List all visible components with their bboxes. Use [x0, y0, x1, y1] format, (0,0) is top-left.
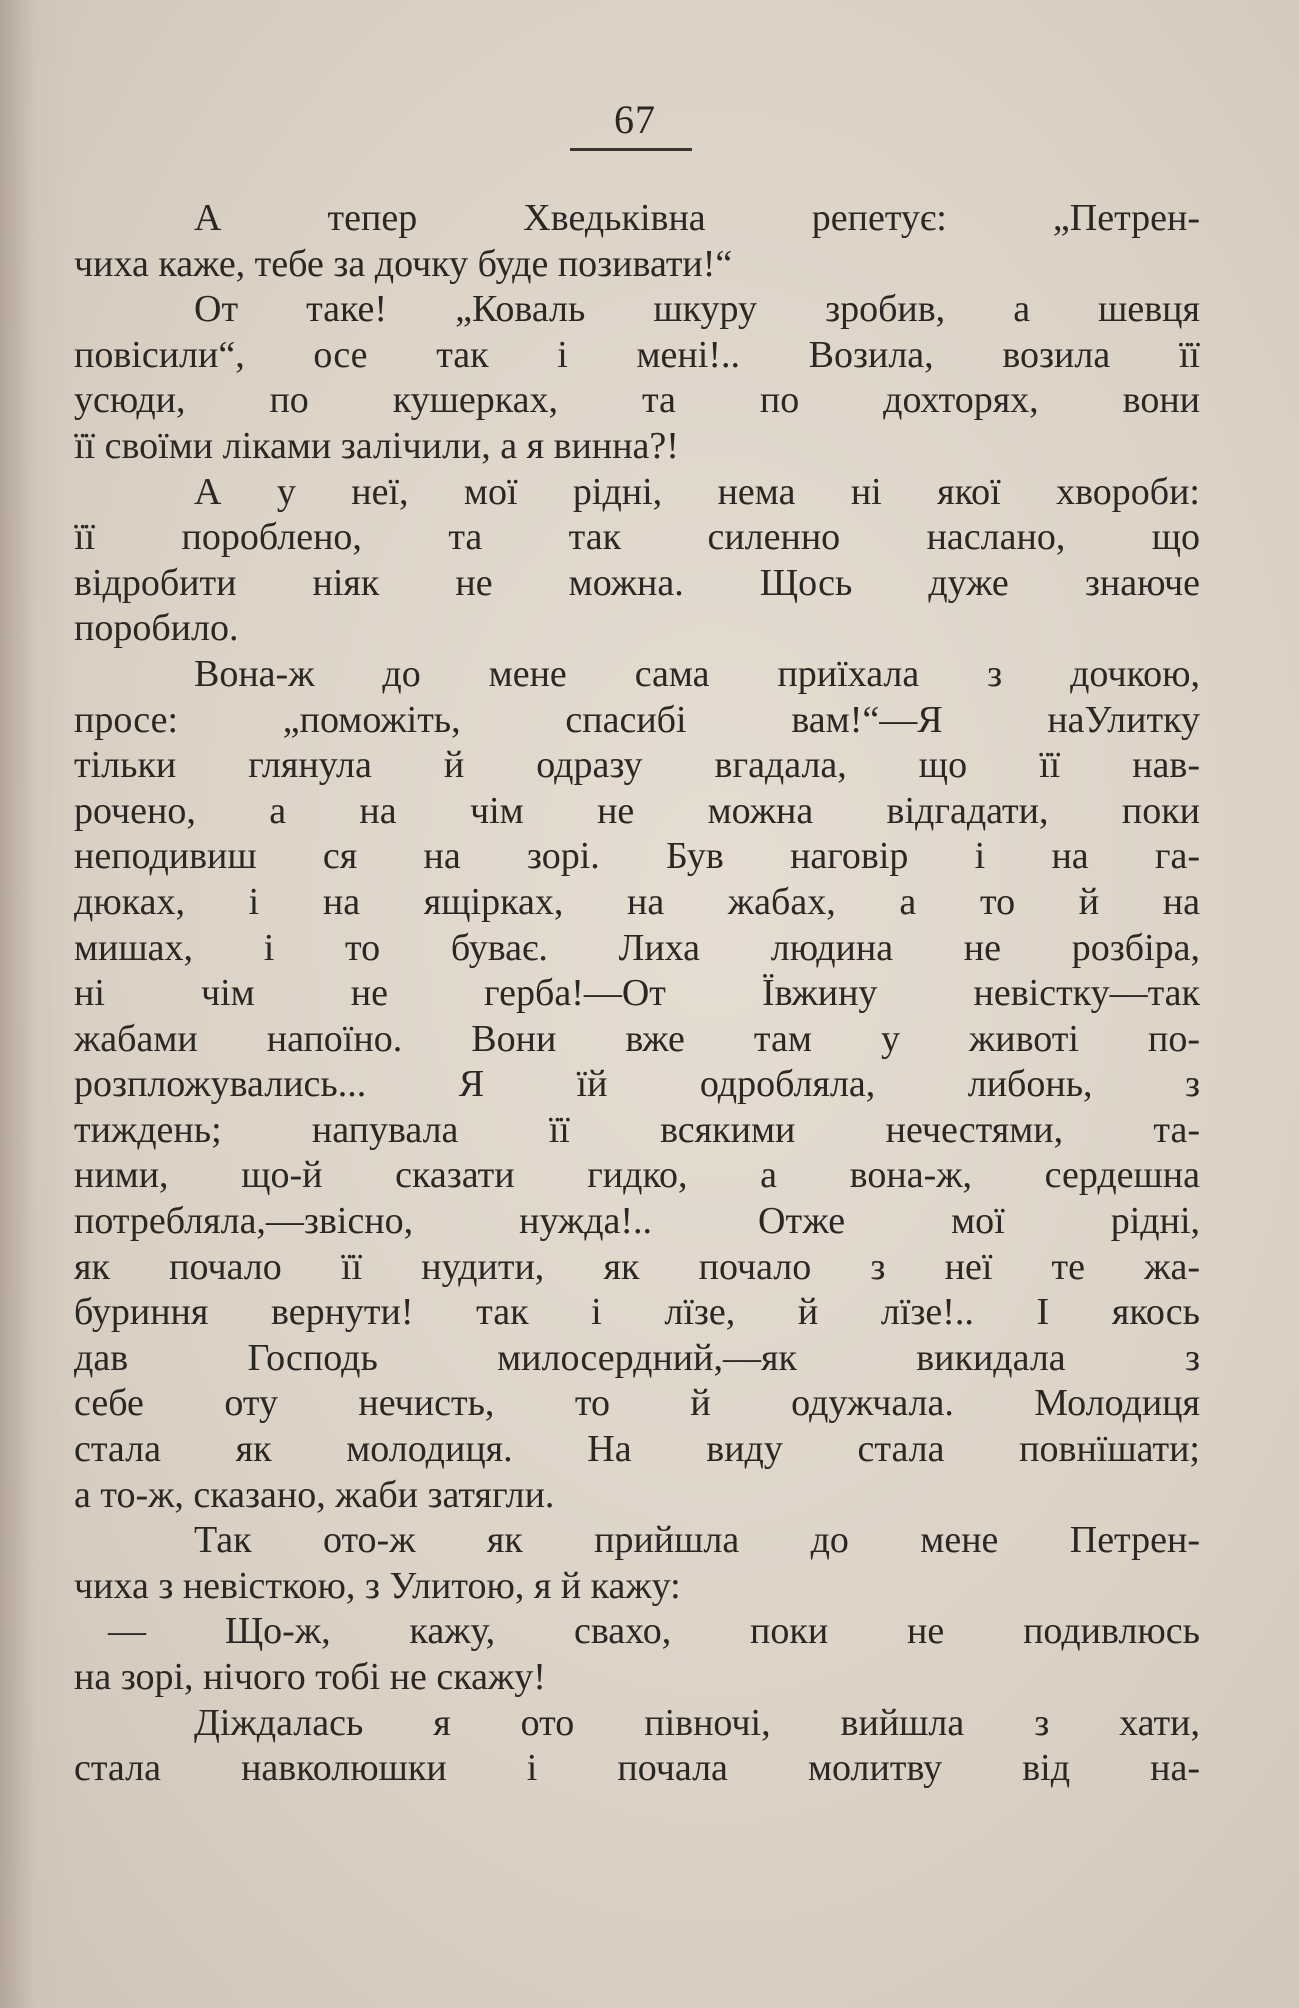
- text-line: її своїми ліками залічили, а я винна?!: [74, 424, 679, 467]
- text-line: ні чім не герба!—От Ївжину невістку—так: [74, 972, 1200, 1015]
- text-line: неподивиш ся на зорі. Був наговір і на га-: [74, 835, 1200, 878]
- text-line: на зорі, нічого тобі не скажу!: [74, 1656, 546, 1698]
- text-line: розпложувались... Я їй одробляла, либонь, з: [74, 1063, 1200, 1106]
- body-text: [74, 196, 1200, 1792]
- text-line: тільки глянула й одразу вгадала, що її нав-: [74, 744, 1200, 787]
- text-line: як почало її нудити, як почало з неї те жа-: [74, 1245, 1200, 1288]
- text-line: стала як молодиця. На виду стала повнїшати;: [74, 1428, 1200, 1471]
- text-line: себе оту нечисть, то й одужчала. Молодиця: [74, 1382, 1200, 1425]
- text-line: поробило.: [74, 607, 239, 650]
- text-line: мишах, і то буває. Лиха людина не розбіра,: [74, 926, 1200, 969]
- text-line: тиждень; напувала її всякими нечестями, та-: [74, 1108, 1200, 1151]
- text-line: потребляла,—звісно, нужда!.. Отже мої рідні,: [74, 1200, 1200, 1243]
- text-line: А тепер Хведьківна репетує: „Петрен-: [194, 197, 1200, 239]
- text-line: дюках, і на ящірках, на жабах, а то й на: [74, 880, 1200, 923]
- text-line: просе: „поможіть, спасибі вам!“—Я наУлитку: [74, 698, 1200, 741]
- text-line: — Що-ж, кажу, свахо, поки не подивлюсь: [108, 1610, 1200, 1653]
- text-line: стала навколюшки і почала молитву від на-: [74, 1747, 1200, 1790]
- text-line: усюди, по кушерках, та по дохторях, вони: [74, 379, 1200, 422]
- text-line: а то-ж, сказано, жаби затягли.: [74, 1473, 555, 1516]
- page-number: 67: [614, 97, 656, 142]
- page-number-rule: [570, 148, 692, 151]
- text-line: дав Господь милосердний,—як викидала з: [74, 1336, 1200, 1379]
- text-line: її пороблено, та так силенно наслано, що: [74, 516, 1200, 559]
- text-line: рочено, а на чім не можна відгадати, поки: [74, 789, 1200, 832]
- text-line: відробити ніяк не можна. Щось дуже знаюче: [74, 561, 1200, 604]
- text-line: ними, що-й сказати гидко, а вона-ж, сердешна: [74, 1154, 1200, 1197]
- text-line: А у неї, мої рідні, нема ні якої хвороби:: [194, 470, 1200, 513]
- text-line: чиха з невісткою, з Улитою, я й кажу:: [74, 1564, 681, 1607]
- text-line: Вона-ж до мене сама приїхала з дочкою,: [194, 652, 1200, 695]
- text-line: Так ото-ж як прийшла до мене Петрен-: [194, 1519, 1200, 1562]
- text-line: буриння вернути! так і лїзе, й лїзе!.. І якось: [74, 1291, 1200, 1334]
- text-line: жабами напоїно. Вони вже там у животі по-: [74, 1017, 1200, 1060]
- page-gutter-shadow: [0, 0, 70, 2008]
- text-line: От таке! „Коваль шкуру зробив, а шевця: [194, 288, 1200, 331]
- text-line: повісили“, осе так і мені!.. Возила, возила її: [74, 333, 1200, 376]
- text-line: Діждалась я ото півночі, вийшла з хати,: [194, 1701, 1200, 1744]
- text-line: чиха каже, тебе за дочку буде позивати!“: [74, 242, 733, 285]
